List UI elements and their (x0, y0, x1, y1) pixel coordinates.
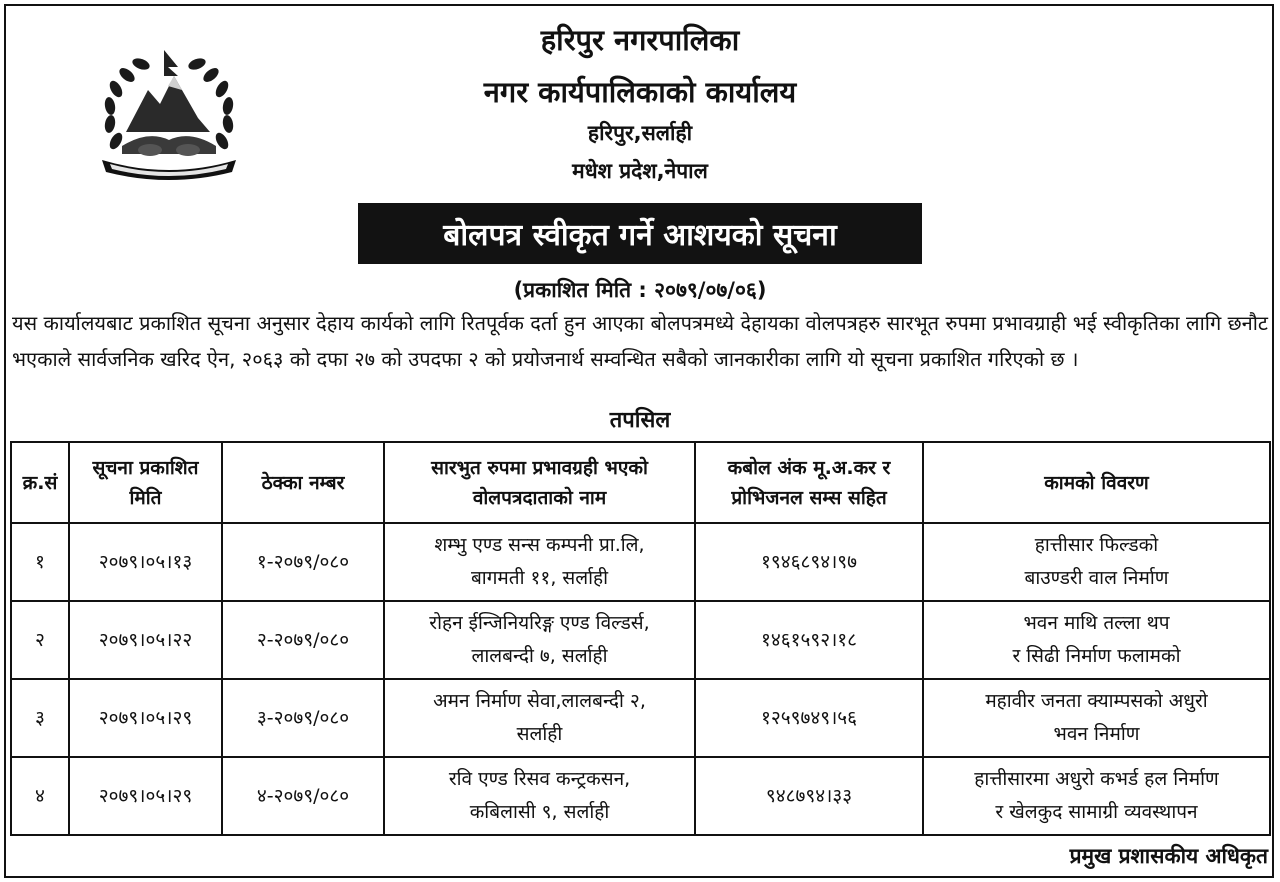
office-name: नगर कार्यपालिकाको कार्यालय (483, 75, 797, 109)
bidder-line: अमन निर्माण सेवा,लालबन्दी २, (433, 690, 646, 712)
cell-work (923, 523, 1270, 601)
col-header-bidder: सारभुत रुपमा प्रभावग्रही भएको वोलपत्रदाताको नाम (384, 442, 695, 523)
cell-date: २०७९।०५।१३ (69, 523, 222, 601)
cell-sn: १ (11, 523, 69, 601)
col-header-amount: कबोल अंक मू.अ.कर र प्रोभिजनल सम्स सहित (695, 442, 923, 523)
cell-amount: ९४८७९४।३३ (695, 757, 923, 835)
work-line: र सिढी निर्माण फलामको (1012, 645, 1181, 667)
cell-contract: ३-२०७९/०८० (222, 679, 384, 757)
office-address: हरिपुर,सर्लाही (587, 121, 693, 145)
cell-amount: १४६१५९२।१८ (695, 601, 923, 679)
table-row (11, 523, 1270, 601)
bidder-line: बागमती ११, सर्लाही (470, 567, 609, 589)
cell-bidder (384, 757, 695, 835)
col-header-work: कामको विवरण (923, 442, 1270, 523)
table-header-row (11, 442, 1270, 523)
cell-date: २०७९।०५।२२ (69, 601, 222, 679)
cell-date: २०७९।०५।२९ (69, 679, 222, 757)
bidder-line: रवि एण्ड रिसव कन्ट्रकसन, (448, 768, 631, 790)
work-line: र खेलकुद सामाग्री व्यवस्थापन (995, 801, 1198, 823)
cell-sn: ४ (11, 757, 69, 835)
notice-title: बोलपत्र स्वीकृत गर्ने आशयको सूचना (358, 203, 922, 264)
published-date: (प्रकाशित मिति : २०७९/०७/०६) (513, 278, 767, 302)
work-line: हात्तीसार फिल्डको (1034, 534, 1159, 556)
bid-details-table (10, 441, 1271, 836)
col-header-contract: ठेक्का नम्बर (222, 442, 384, 523)
col-header-sn: क्र.सं (11, 442, 69, 523)
col-header-date: सूचना प्रकाशित मिति (69, 442, 222, 523)
cell-sn: ३ (11, 679, 69, 757)
bidder-line: कबिलासी ९, सर्लाही (469, 801, 610, 823)
cell-bidder (384, 523, 695, 601)
table-row (11, 679, 1270, 757)
cell-bidder (384, 679, 695, 757)
cell-sn: २ (11, 601, 69, 679)
municipality-name: हरिपुर नगरपालिका (540, 23, 740, 57)
table-row (11, 757, 1270, 835)
cell-amount: १९४६८९४।९७ (695, 523, 923, 601)
notice-body: यस कार्यालयबाट प्रकाशित सूचना अनुसार देहाय कार्यको लागि रितपूर्वक दर्ता हुन आएका बोलपत्रमध्ये देहायका वोलपत्रहरु सारभूत रुपमा प्रभावग्राही भई स्वीकृतिका लागि छनौट भएकाले सार्वजनिक खरिद ऐन, २०६३ को दफा २७ को उपदफा २ को प्रयोजनार्थ सम्वन्धित सबैको जानकारीका लागि यो सूचना प्रकाशित गरिएको छ । (12, 311, 1268, 371)
cell-date: २०७९।०५।२९ (69, 757, 222, 835)
work-line: भवन माथि तल्ला थप (1023, 612, 1170, 634)
cell-contract: १-२०७९/०८० (222, 523, 384, 601)
work-line: हात्तीसारमा अधुरो कभर्ड हल निर्माण (974, 768, 1219, 790)
cell-bidder (384, 601, 695, 679)
cell-work (923, 601, 1270, 679)
work-line: महावीर जनता क्याम्पसको अधुरो (985, 690, 1208, 712)
cell-work (923, 757, 1270, 835)
cell-work (923, 679, 1270, 757)
work-line: भवन निर्माण (1053, 723, 1140, 745)
cell-amount: १२५९७४९।५६ (695, 679, 923, 757)
work-line: बाउण्डरी वाल निर्माण (1024, 567, 1169, 589)
bidder-line: लालबन्दी ७, सर्लाही (471, 645, 608, 667)
cell-contract: २-२०७९/०८० (222, 601, 384, 679)
bidder-line: सर्लाही (516, 723, 563, 745)
signatory-title: प्रमुख प्रशासकीय अधिकृत (1069, 844, 1268, 868)
cell-contract: ४-२०७९/०८० (222, 757, 384, 835)
bidder-line: शम्भु एण्ड सन्स कम्पनी प्रा.लि, (434, 534, 645, 556)
table-row (11, 601, 1270, 679)
bidder-line: रोहन ईन्जिनियरिङ्ग एण्ड विल्डर्स, (429, 612, 650, 634)
office-province: मधेश प्रदेश,नेपाल (572, 159, 708, 183)
section-title: तपसिल (609, 408, 671, 433)
